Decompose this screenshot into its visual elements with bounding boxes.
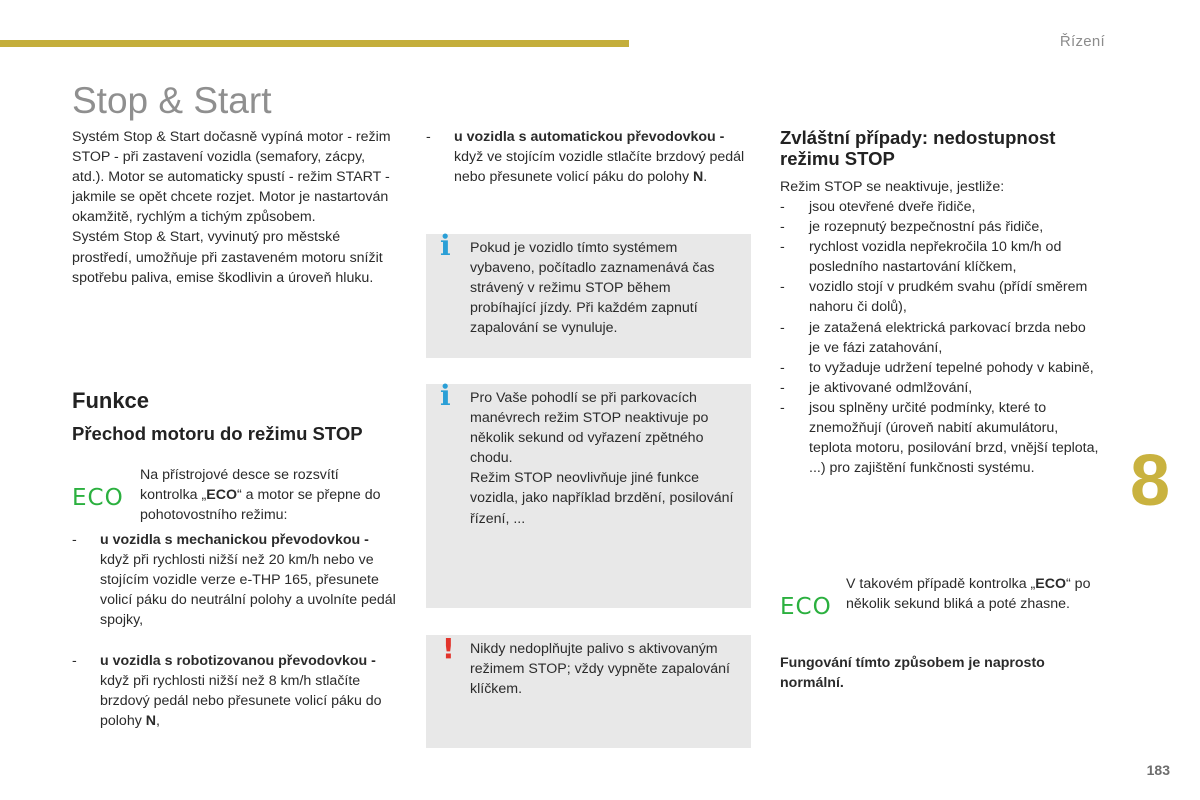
- manual-gearbox-text: když při rychlosti nižší než 20 km/h nebo ve stojícím vozidle verze e-THP 165, přesunete volicí páku do neutrální polohy a uvolníte pedál spojky,: [100, 552, 396, 629]
- eco-icon: ECO: [780, 594, 832, 620]
- list-item: [780, 277, 1100, 317]
- list-dash: -: [780, 279, 785, 296]
- info-note-counter: [426, 229, 751, 358]
- list-dash: -: [426, 129, 431, 145]
- automatic-gearbox-text: když ve stojícím vozidle stlačíte brzdový pedál nebo přesunete volicí páku do polohy: [454, 149, 745, 186]
- info-note-text: Režim STOP neovlivňuje jiné funkce vozidla, jako například brzdění, posilování řízení, ...: [470, 470, 734, 527]
- warning-note-refuel: [426, 632, 751, 748]
- subheading-stop-transition: Přechod motoru do režimu STOP: [72, 423, 363, 444]
- list-item-text: je aktivované odmlžování,: [809, 379, 973, 396]
- list-item: [780, 237, 1100, 277]
- list-item-manual-gearbox: [72, 530, 397, 630]
- robotized-gear-n: N: [145, 713, 156, 730]
- list-item-text: je zatažená elektrická parkovací brzda nebo je ve fázi zatahování,: [809, 319, 1086, 356]
- automatic-gear-n: N: [693, 169, 704, 186]
- intro-paragraph-1: Systém Stop & Start dočasně vypíná motor - režim STOP - při zastavení vozidla (semafory, zácpy, atd.). Motor se automaticky spustí - režim START - jakmile se opět chcete rozjet. Motor je nastartován okamžitě, rychlým a tichým způsobem.: [72, 129, 391, 226]
- special-cases-intro: Režim STOP se neaktivuje, jestliže:: [780, 179, 1005, 195]
- list-item-text: je rozepnutý bezpečnostní pás řidiče,: [809, 219, 1044, 236]
- list-item-text: to vyžaduje udržení tepelné pohody v kabině,: [809, 359, 1094, 376]
- list-item: [780, 217, 1100, 237]
- info-icon: i: [440, 229, 451, 262]
- list-item-automatic-gearbox: [426, 127, 753, 187]
- warning-icon: !: [442, 632, 455, 665]
- warning-note-text: Nikdy nedoplňujte palivo s aktivovaným režimem STOP; vždy vypněte zapalování klíčkem.: [470, 641, 730, 698]
- list-item: [780, 378, 1100, 398]
- section-header: Řízení: [1059, 33, 1105, 50]
- list-item-text: vozidlo stojí v prudkém svahu (přídí směrem nahoru či dolů),: [809, 279, 1088, 316]
- header-accent-bar: [0, 40, 629, 47]
- list-item: [780, 358, 1100, 378]
- list-dash: -: [780, 359, 785, 376]
- section-heading-funkce: Funkce: [72, 388, 150, 413]
- list-dash: -: [780, 239, 785, 256]
- automatic-gearbox-label: u vozidla s automatickou převodovkou -: [454, 129, 725, 145]
- list-item: [780, 318, 1100, 358]
- automatic-text-end: .: [703, 169, 708, 186]
- robotized-text-end: ,: [156, 713, 160, 730]
- list-dash: -: [780, 319, 785, 336]
- special-cases-list: [780, 197, 1100, 478]
- eco-text-bold: ECO: [206, 487, 237, 504]
- list-item-text: rychlost vozidla nepřekročila 10 km/h od posledního nastartování klíčkem,: [809, 239, 1062, 276]
- page-number: 183: [1146, 762, 1170, 778]
- eco-text-post: “ po několik sekund bliká a poté zhasne.: [846, 576, 1091, 613]
- list-item-text: jsou otevřené dveře řidiče,: [809, 199, 976, 215]
- info-note-parking: [426, 379, 751, 608]
- intro-paragraph-2: Systém Stop & Start, vyvinutý pro městské prostředí, umožňuje při zastaveném motoru snížit spotřebu paliva, emise škodlivin a úroveň hluku.: [72, 229, 383, 286]
- info-icon: i: [440, 379, 451, 412]
- list-item: [780, 398, 1100, 478]
- eco-indicator-block: [72, 465, 392, 525]
- intro-text: [72, 127, 397, 288]
- normal-operation-note: Fungování tímto způsobem je naprosto normální.: [780, 655, 1045, 692]
- robotized-gearbox-label: u vozidla s robotizovanou převodovkou -: [100, 653, 376, 669]
- list-dash: -: [780, 399, 785, 416]
- list-dash: -: [72, 653, 77, 669]
- list-dash: -: [72, 532, 77, 548]
- info-note-text: Pro Vaše pohodlí se při parkovacích manévrech režim STOP neaktivuje po několik sekund od vyřazení zpětného chodu.: [470, 390, 709, 467]
- list-dash: -: [780, 219, 785, 236]
- eco-text-pre: V takovém případě kontrolka „: [846, 576, 1036, 592]
- eco-text-bold: ECO: [1035, 576, 1067, 592]
- eco-indicator-block-2: [780, 574, 1100, 620]
- eco-text-post: “ a motor se přepne do pohotovostního režimu:: [140, 487, 381, 524]
- list-dash: -: [780, 379, 785, 396]
- list-item: [780, 197, 1100, 217]
- list-dash: -: [780, 199, 785, 215]
- page-title: Stop & Start: [72, 80, 272, 121]
- eco-text-pre: Na přístrojové desce se rozsvítí kontrolka „: [140, 467, 339, 504]
- robotized-gearbox-text: když při rychlosti nižší než 8 km/h stlačíte brzdový pedál nebo přesunete volicí páku do polohy: [100, 673, 382, 730]
- list-item-robotized-gearbox: [72, 651, 397, 731]
- eco-indicator-text: [846, 574, 1100, 614]
- info-note-text: Pokud je vozidlo tímto systémem vybaveno, počítadlo zaznamenává čas strávený v režimu STOP během probíhající jízdy. Při každém zapnutí zapalování se vynuluje.: [470, 240, 715, 337]
- subheading-special-cases: Zvláštní případy: nedostupnost režimu STOP: [780, 127, 1056, 169]
- eco-icon: ECO: [72, 485, 124, 511]
- eco-indicator-text: [140, 465, 392, 525]
- manual-gearbox-label: u vozidla s mechanickou převodovkou -: [100, 532, 369, 548]
- chapter-number: 8: [1130, 441, 1171, 521]
- list-item-text: jsou splněny určité podmínky, které to znemožňují (úroveň nabití akumulátoru, teplota motoru, posilování brzd, vnější teplota, ...) pro zajištění funkčnosti systému.: [809, 399, 1099, 477]
